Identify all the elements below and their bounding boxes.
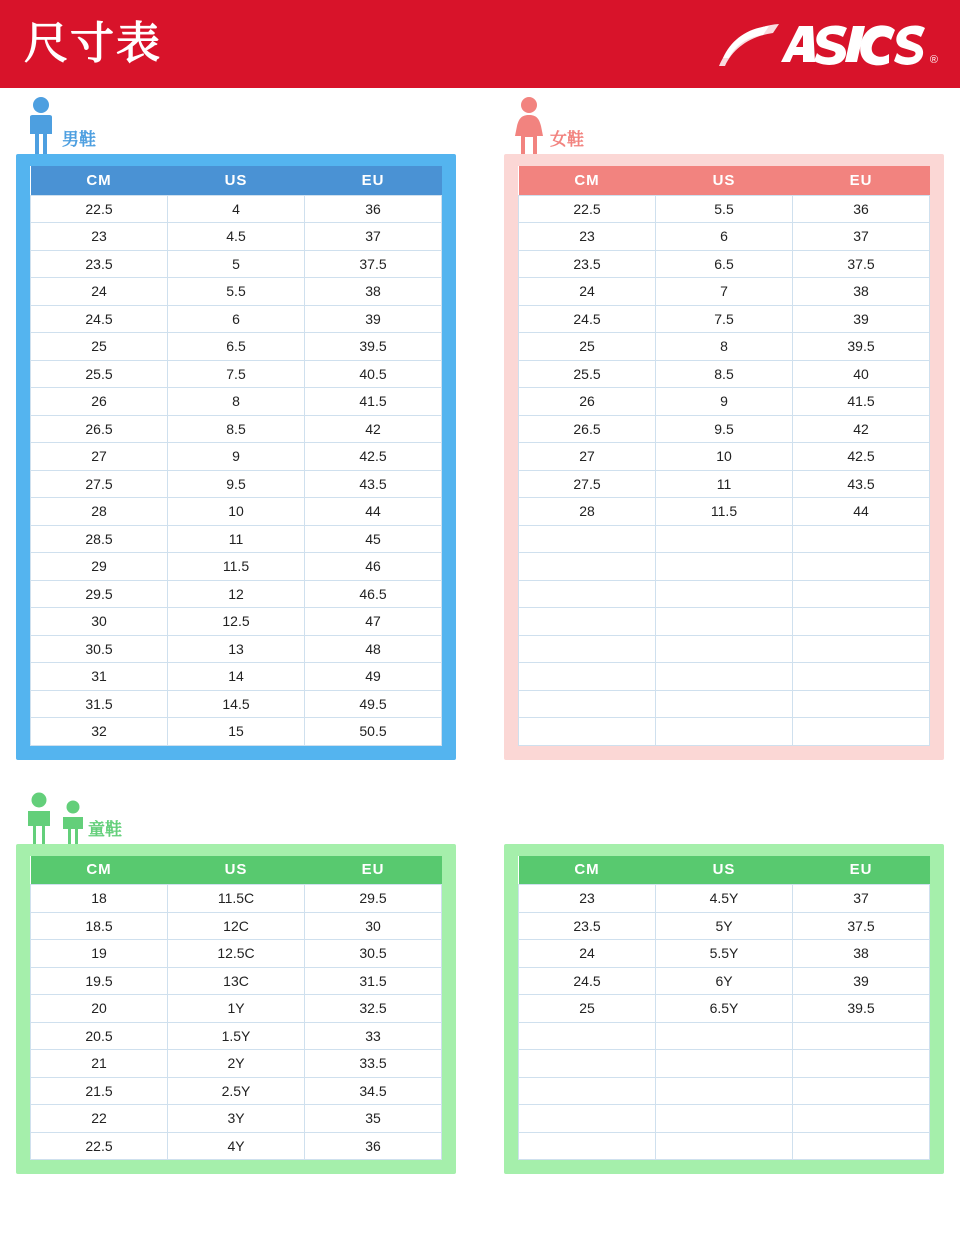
table-row	[519, 967, 930, 995]
registered-mark: ®	[929, 54, 938, 66]
cell-cm	[519, 553, 656, 581]
kids-right-wrap	[504, 844, 944, 1175]
column-header-cm: CM	[519, 166, 656, 195]
cell-us: 11.5	[168, 553, 305, 581]
cell-eu: 42.5	[305, 443, 442, 471]
cell-eu: 37.5	[305, 250, 442, 278]
cell-eu: 37.5	[793, 250, 930, 278]
cell-us: 14	[168, 663, 305, 691]
cell-us: 11	[168, 525, 305, 553]
cell-cm: 32	[31, 718, 168, 746]
cell-cm: 20.5	[31, 1022, 168, 1050]
cell-us: 11	[656, 470, 793, 498]
adult-section-row	[16, 88, 944, 760]
cell-us	[656, 635, 793, 663]
table-row	[31, 690, 442, 718]
kids-size-table-right	[518, 856, 930, 1161]
cell-cm: 30.5	[31, 635, 168, 663]
main-content	[0, 88, 960, 1174]
table-row	[519, 333, 930, 361]
cell-cm	[519, 1077, 656, 1105]
table-row	[519, 223, 930, 251]
cell-eu: 40	[793, 360, 930, 388]
table-row	[519, 415, 930, 443]
asics-logo	[717, 18, 938, 70]
table-row	[519, 250, 930, 278]
table-row	[519, 305, 930, 333]
cell-cm: 22.5	[31, 1132, 168, 1160]
cell-us: 4.5	[168, 223, 305, 251]
table-row	[519, 470, 930, 498]
cell-cm	[519, 690, 656, 718]
cell-eu	[793, 718, 930, 746]
table-row	[31, 663, 442, 691]
cell-us: 2.5Y	[168, 1077, 305, 1105]
cell-us: 9	[168, 443, 305, 471]
cell-eu: 46	[305, 553, 442, 581]
men-section-header	[16, 88, 456, 154]
cell-cm: 24.5	[31, 305, 168, 333]
cell-cm: 24	[519, 278, 656, 306]
cell-eu: 49.5	[305, 690, 442, 718]
cell-cm: 31.5	[31, 690, 168, 718]
table-row	[31, 415, 442, 443]
cell-us: 15	[168, 718, 305, 746]
table-row	[31, 718, 442, 746]
column-header-eu: EU	[305, 856, 442, 885]
table-row	[31, 885, 442, 913]
cell-cm: 25.5	[519, 360, 656, 388]
cell-eu: 43.5	[305, 470, 442, 498]
men-table-body	[31, 195, 442, 745]
column-header-eu: EU	[793, 856, 930, 885]
cell-cm: 27	[519, 443, 656, 471]
cell-cm: 29	[31, 553, 168, 581]
cell-eu: 43.5	[793, 470, 930, 498]
cell-eu: 37	[793, 223, 930, 251]
cell-cm: 26.5	[31, 415, 168, 443]
table-row	[31, 388, 442, 416]
table-row	[31, 195, 442, 223]
cell-cm	[519, 635, 656, 663]
cell-eu: 33	[305, 1022, 442, 1050]
cell-eu: 39	[793, 305, 930, 333]
cell-eu: 33.5	[305, 1050, 442, 1078]
cell-eu: 31.5	[305, 967, 442, 995]
cell-us	[656, 1022, 793, 1050]
cell-eu	[793, 663, 930, 691]
table-header-row	[31, 166, 442, 195]
table-row	[519, 553, 930, 581]
table-row	[519, 498, 930, 526]
cell-cm: 23	[519, 885, 656, 913]
female-figure-icon	[512, 96, 546, 154]
cell-us	[656, 1077, 793, 1105]
cell-cm: 28.5	[31, 525, 168, 553]
cell-eu: 40.5	[305, 360, 442, 388]
cell-us: 6.5	[656, 250, 793, 278]
cell-cm: 22.5	[31, 195, 168, 223]
cell-us: 8.5	[656, 360, 793, 388]
cell-eu: 37	[305, 223, 442, 251]
table-row	[31, 940, 442, 968]
cell-cm	[519, 580, 656, 608]
cell-cm: 26.5	[519, 415, 656, 443]
table-row	[519, 690, 930, 718]
cell-us: 5.5	[168, 278, 305, 306]
cell-cm: 27.5	[519, 470, 656, 498]
cell-us: 1.5Y	[168, 1022, 305, 1050]
cell-cm: 28	[31, 498, 168, 526]
cell-eu	[793, 1050, 930, 1078]
cell-cm: 24.5	[519, 305, 656, 333]
cell-eu: 30.5	[305, 940, 442, 968]
kids-section-header	[16, 778, 944, 844]
cell-eu: 34.5	[305, 1077, 442, 1105]
cell-us: 5	[168, 250, 305, 278]
table-row	[31, 443, 442, 471]
cell-eu: 37	[793, 885, 930, 913]
women-table-body	[519, 195, 930, 745]
kids-left-wrap	[16, 844, 456, 1175]
table-row	[519, 1022, 930, 1050]
cell-us: 5Y	[656, 912, 793, 940]
cell-cm: 23	[519, 223, 656, 251]
cell-eu: 44	[305, 498, 442, 526]
cell-us: 10	[168, 498, 305, 526]
column-header-us: US	[656, 166, 793, 195]
cell-cm: 25	[519, 995, 656, 1023]
cell-us: 6.5Y	[656, 995, 793, 1023]
cell-us: 7	[656, 278, 793, 306]
table-row	[31, 912, 442, 940]
cell-cm: 23.5	[519, 250, 656, 278]
table-row	[519, 1105, 930, 1133]
table-row	[31, 553, 442, 581]
table-row	[31, 470, 442, 498]
cell-us	[656, 553, 793, 581]
cell-us: 9	[656, 388, 793, 416]
cell-us: 6.5	[168, 333, 305, 361]
cell-us: 1Y	[168, 995, 305, 1023]
cell-eu: 36	[793, 195, 930, 223]
table-row	[31, 360, 442, 388]
cell-us: 8.5	[168, 415, 305, 443]
cell-us	[656, 663, 793, 691]
cell-eu	[793, 608, 930, 636]
cell-cm: 25	[31, 333, 168, 361]
cell-us: 9.5	[168, 470, 305, 498]
table-row	[519, 912, 930, 940]
cell-cm: 25	[519, 333, 656, 361]
kids-section-label: 童鞋	[88, 819, 122, 839]
cell-cm: 23.5	[31, 250, 168, 278]
men-table-panel	[16, 154, 456, 760]
cell-us: 7.5	[168, 360, 305, 388]
cell-eu: 39.5	[793, 333, 930, 361]
cell-eu: 29.5	[305, 885, 442, 913]
cell-cm: 26	[31, 388, 168, 416]
cell-eu: 38	[793, 940, 930, 968]
table-header-row	[519, 856, 930, 885]
cell-cm	[519, 1132, 656, 1160]
women-size-table	[518, 166, 930, 746]
cell-us: 14.5	[168, 690, 305, 718]
women-table-panel	[504, 154, 944, 760]
table-row	[31, 1132, 442, 1160]
table-row	[31, 1077, 442, 1105]
cell-us: 2Y	[168, 1050, 305, 1078]
cell-cm: 22	[31, 1105, 168, 1133]
page-title: 尺寸表	[24, 19, 162, 68]
column-header-cm: CM	[31, 856, 168, 885]
cell-eu: 42	[305, 415, 442, 443]
table-row	[31, 608, 442, 636]
cell-cm: 26	[519, 388, 656, 416]
cell-cm: 28	[519, 498, 656, 526]
cell-eu: 36	[305, 1132, 442, 1160]
cell-eu: 42	[793, 415, 930, 443]
cell-cm: 23.5	[519, 912, 656, 940]
column-header-cm: CM	[519, 856, 656, 885]
kids-left-table-body	[31, 885, 442, 1160]
cell-us	[656, 718, 793, 746]
cell-us: 12.5	[168, 608, 305, 636]
column-header-us: US	[168, 856, 305, 885]
cell-us: 11.5	[656, 498, 793, 526]
cell-eu: 46.5	[305, 580, 442, 608]
table-row	[31, 1050, 442, 1078]
cell-us	[656, 525, 793, 553]
kids-right-panel	[504, 844, 944, 1175]
cell-us: 8	[656, 333, 793, 361]
cell-cm: 30	[31, 608, 168, 636]
kids-size-table-left	[30, 856, 442, 1161]
column-header-us: US	[168, 166, 305, 195]
cell-cm: 29.5	[31, 580, 168, 608]
cell-eu: 41.5	[305, 388, 442, 416]
men-section	[16, 88, 456, 760]
cell-us: 13	[168, 635, 305, 663]
table-row	[519, 360, 930, 388]
male-figure-icon	[24, 96, 58, 154]
cell-eu: 39	[793, 967, 930, 995]
cell-eu: 42.5	[793, 443, 930, 471]
cell-us: 12	[168, 580, 305, 608]
cell-us: 6	[656, 223, 793, 251]
kids-left-panel	[16, 844, 456, 1175]
cell-us	[656, 690, 793, 718]
table-row	[519, 635, 930, 663]
table-row	[31, 967, 442, 995]
table-row	[519, 580, 930, 608]
cell-us: 7.5	[656, 305, 793, 333]
table-row	[31, 580, 442, 608]
table-row	[519, 885, 930, 913]
table-header-row	[519, 166, 930, 195]
cell-us: 12.5C	[168, 940, 305, 968]
cell-us: 4.5Y	[656, 885, 793, 913]
table-row	[31, 1022, 442, 1050]
cell-us: 6	[168, 305, 305, 333]
page-header	[0, 0, 960, 88]
table-row	[519, 443, 930, 471]
table-row	[31, 995, 442, 1023]
table-row	[519, 718, 930, 746]
cell-eu: 38	[305, 278, 442, 306]
table-row	[31, 333, 442, 361]
table-row	[519, 388, 930, 416]
cell-us: 11.5C	[168, 885, 305, 913]
cell-eu: 39.5	[305, 333, 442, 361]
table-row	[519, 1050, 930, 1078]
column-header-eu: EU	[305, 166, 442, 195]
kids-right-table-body	[519, 885, 930, 1160]
cell-us	[656, 1050, 793, 1078]
cell-us: 4	[168, 195, 305, 223]
cell-eu	[793, 1132, 930, 1160]
kids-section	[16, 778, 944, 1175]
cell-eu	[793, 525, 930, 553]
cell-eu: 41.5	[793, 388, 930, 416]
table-row	[519, 195, 930, 223]
cell-cm	[519, 663, 656, 691]
cell-cm: 19	[31, 940, 168, 968]
cell-us	[656, 1105, 793, 1133]
table-row	[519, 525, 930, 553]
cell-cm: 24	[31, 278, 168, 306]
table-row	[31, 305, 442, 333]
kids-figures-icon	[24, 792, 86, 844]
table-header-row	[31, 856, 442, 885]
cell-cm	[519, 1022, 656, 1050]
cell-us: 5.5	[656, 195, 793, 223]
women-section-label: 女鞋	[550, 130, 584, 149]
table-row	[31, 498, 442, 526]
column-header-eu: EU	[793, 166, 930, 195]
cell-us: 12C	[168, 912, 305, 940]
column-header-us: US	[656, 856, 793, 885]
cell-cm: 22.5	[519, 195, 656, 223]
cell-cm	[519, 608, 656, 636]
column-header-cm: CM	[31, 166, 168, 195]
cell-cm: 24.5	[519, 967, 656, 995]
cell-eu	[793, 635, 930, 663]
cell-eu: 38	[793, 278, 930, 306]
cell-cm: 19.5	[31, 967, 168, 995]
table-row	[519, 1132, 930, 1160]
cell-eu: 32.5	[305, 995, 442, 1023]
table-row	[31, 278, 442, 306]
cell-cm: 24	[519, 940, 656, 968]
table-row	[519, 278, 930, 306]
cell-eu: 49	[305, 663, 442, 691]
cell-cm: 20	[31, 995, 168, 1023]
table-row	[31, 635, 442, 663]
asics-wordmark-icon	[717, 18, 927, 70]
cell-cm: 21	[31, 1050, 168, 1078]
cell-us: 3Y	[168, 1105, 305, 1133]
table-row	[519, 608, 930, 636]
cell-cm: 31	[31, 663, 168, 691]
cell-us	[656, 608, 793, 636]
cell-cm: 18	[31, 885, 168, 913]
cell-cm: 25.5	[31, 360, 168, 388]
cell-cm	[519, 718, 656, 746]
table-row	[519, 1077, 930, 1105]
cell-cm: 27.5	[31, 470, 168, 498]
table-row	[519, 663, 930, 691]
women-section-header	[504, 88, 944, 154]
cell-eu: 39	[305, 305, 442, 333]
table-row	[519, 995, 930, 1023]
cell-eu: 35	[305, 1105, 442, 1133]
table-row	[31, 223, 442, 251]
cell-eu	[793, 1077, 930, 1105]
cell-us	[656, 1132, 793, 1160]
cell-eu: 50.5	[305, 718, 442, 746]
cell-eu	[793, 1022, 930, 1050]
cell-us: 6Y	[656, 967, 793, 995]
cell-us	[656, 580, 793, 608]
cell-eu	[793, 580, 930, 608]
cell-us: 10	[656, 443, 793, 471]
cell-us: 4Y	[168, 1132, 305, 1160]
cell-cm: 23	[31, 223, 168, 251]
cell-eu	[793, 690, 930, 718]
cell-cm: 21.5	[31, 1077, 168, 1105]
cell-eu: 45	[305, 525, 442, 553]
cell-eu: 36	[305, 195, 442, 223]
cell-cm	[519, 1105, 656, 1133]
cell-us: 13C	[168, 967, 305, 995]
cell-us: 9.5	[656, 415, 793, 443]
cell-cm	[519, 525, 656, 553]
table-row	[31, 525, 442, 553]
table-row	[31, 250, 442, 278]
kids-tables-row	[16, 844, 944, 1175]
table-row	[31, 1105, 442, 1133]
cell-eu: 44	[793, 498, 930, 526]
women-section	[504, 88, 944, 760]
cell-eu: 39.5	[793, 995, 930, 1023]
cell-cm: 27	[31, 443, 168, 471]
men-section-label: 男鞋	[62, 130, 96, 149]
cell-eu: 37.5	[793, 912, 930, 940]
cell-us: 8	[168, 388, 305, 416]
cell-eu	[793, 553, 930, 581]
cell-us: 5.5Y	[656, 940, 793, 968]
cell-cm	[519, 1050, 656, 1078]
men-size-table	[30, 166, 442, 746]
cell-cm: 18.5	[31, 912, 168, 940]
cell-eu: 47	[305, 608, 442, 636]
cell-eu: 30	[305, 912, 442, 940]
cell-eu: 48	[305, 635, 442, 663]
table-row	[519, 940, 930, 968]
cell-eu	[793, 1105, 930, 1133]
